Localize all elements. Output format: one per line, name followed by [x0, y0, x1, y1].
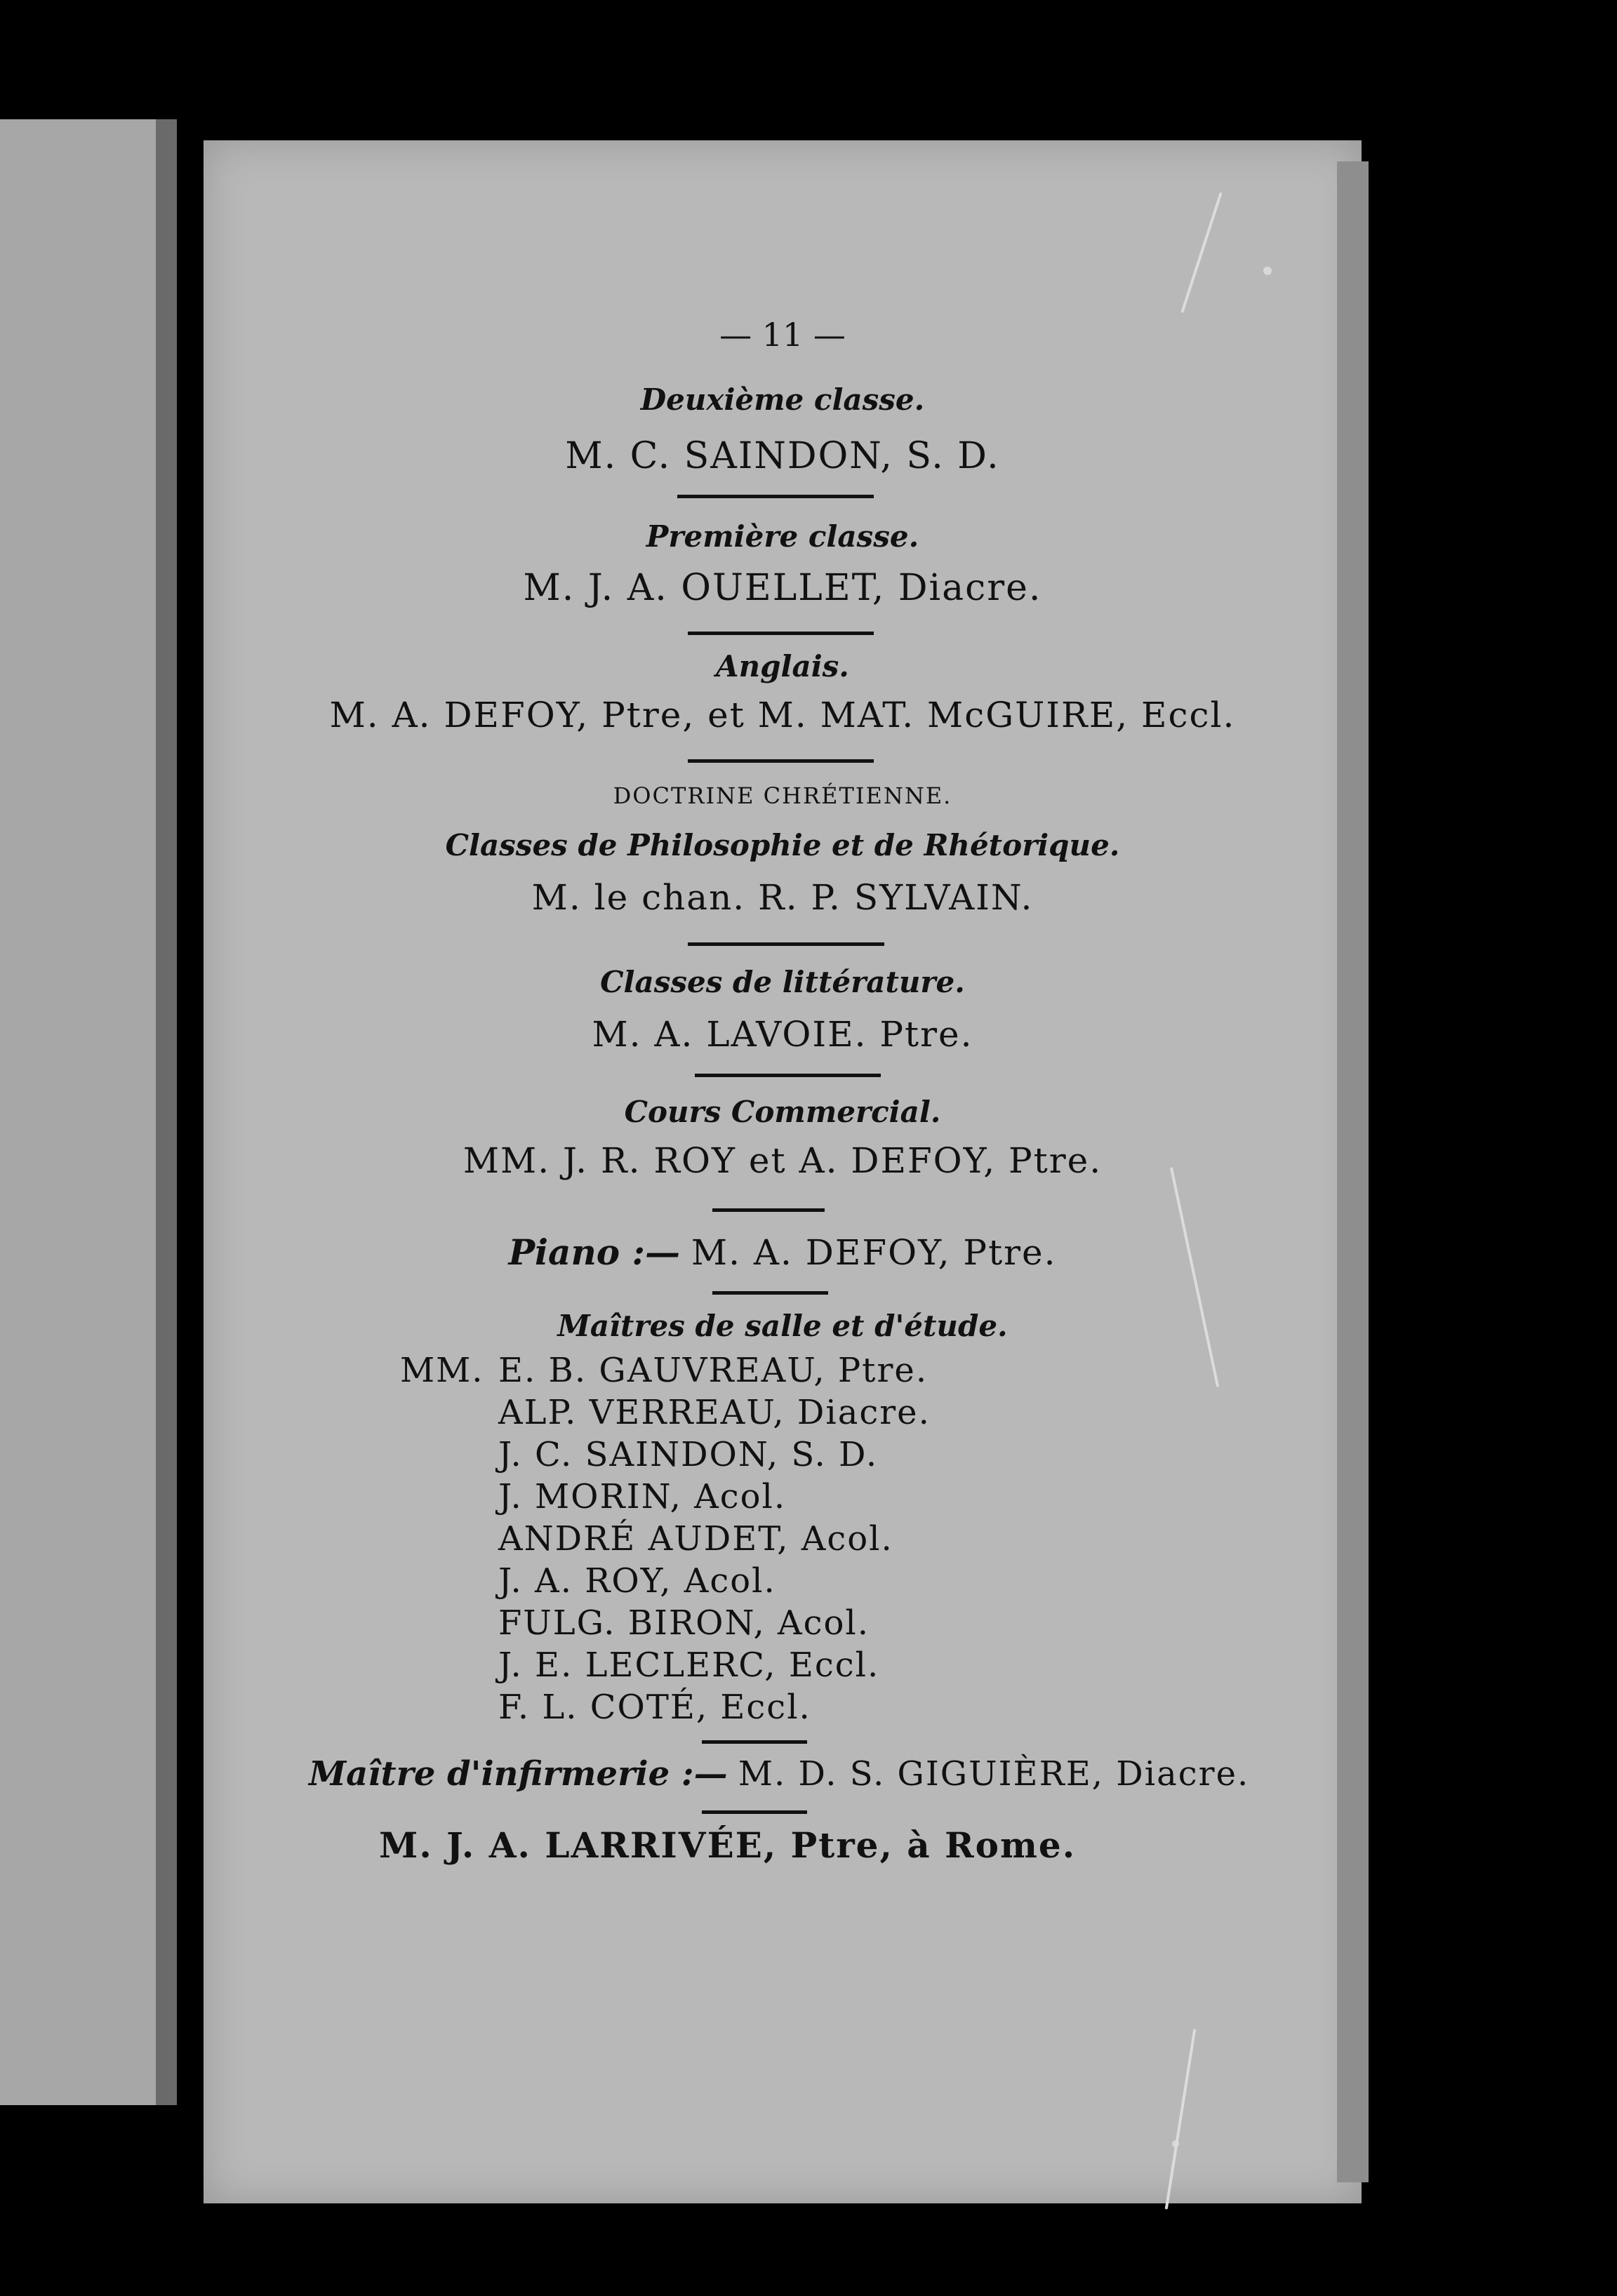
- heading-maitres-de-salle: Maîtres de salle et d'étude.: [557, 1309, 1008, 1343]
- page-number: — 11 —: [719, 316, 846, 354]
- left-page-edge: [0, 119, 177, 2105]
- divider: [688, 632, 874, 635]
- divider: [688, 759, 874, 763]
- divider: [702, 1810, 807, 1814]
- master-name: E. B. GAUVREAU, Ptre.: [498, 1351, 929, 1390]
- scan-scratch: [1170, 1167, 1219, 1387]
- line-infirmerie: [309, 1754, 1249, 1794]
- subheading-philosophie-rhetorique: Classes de Philosophie et de Rhétorique.: [445, 828, 1120, 862]
- divider: [712, 1208, 825, 1212]
- scan-scratch: [1165, 2029, 1197, 2209]
- divider: [712, 1291, 828, 1295]
- master-name: J. E. LECLERC, Eccl.: [498, 1646, 880, 1685]
- line-lavoie: M. A. LAVOIE. Ptre.: [592, 1014, 973, 1055]
- divider: [695, 1074, 881, 1077]
- master-name: ANDRÉ AUDET, Acol.: [498, 1519, 893, 1559]
- piano-teacher: M. A. DEFOY, Ptre.: [691, 1232, 1057, 1273]
- document-page: [204, 140, 1362, 2203]
- infirmary-label: Maître d'infirmerie :—: [309, 1754, 728, 1794]
- line-ouellet: M. J. A. OUELLET, Diacre.: [523, 567, 1042, 609]
- master-name: J. C. SAINDON, S. D.: [498, 1435, 879, 1474]
- heading-litterature: Classes de littérature.: [600, 965, 965, 999]
- line-defoy-mcguire: M. A. DEFOY, Ptre, et M. MAT. McGUIRE, Eccl.: [329, 695, 1236, 735]
- heading-premiere-classe: Première classe.: [646, 519, 919, 554]
- heading-doctrine-chretienne: DOCTRINE CHRÉTIENNE.: [613, 782, 952, 809]
- heading-deuxieme-classe: Deuxième classe.: [640, 382, 925, 417]
- line-roy-defoy: MM. J. R. ROY et A. DEFOY, Ptre.: [463, 1140, 1103, 1181]
- master-name: J. A. ROY, Acol.: [498, 1561, 776, 1601]
- master-name: FULG. BIRON, Acol.: [498, 1603, 870, 1643]
- heading-anglais: Anglais.: [716, 649, 849, 683]
- scan-scratch: [1180, 192, 1222, 313]
- line-saindon: M. C. SAINDON, S. D.: [565, 435, 1000, 477]
- line-larrivee: M. J. A. LARRIVÉE, Ptre, à Rome.: [379, 1824, 1077, 1866]
- line-sylvain: M. le chan. R. P. SYLVAIN.: [531, 877, 1034, 918]
- divider: [702, 1740, 807, 1744]
- page-edge-shadow: [1337, 161, 1369, 2182]
- master-name: J. MORIN, Acol.: [498, 1477, 787, 1516]
- masters-prefix: MM.: [400, 1351, 484, 1390]
- master-name: F. L. COTÉ, Eccl.: [498, 1688, 811, 1727]
- heading-cours-commercial: Cours Commercial.: [624, 1095, 941, 1129]
- divider: [677, 495, 874, 498]
- divider: [688, 942, 884, 946]
- infirmary-master: M. D. S. GIGUIÈRE, Diacre.: [738, 1754, 1250, 1794]
- piano-label: Piano :—: [508, 1232, 681, 1273]
- master-name: ALP. VERREAU, Diacre.: [498, 1393, 931, 1432]
- scan-speck: [1263, 267, 1272, 275]
